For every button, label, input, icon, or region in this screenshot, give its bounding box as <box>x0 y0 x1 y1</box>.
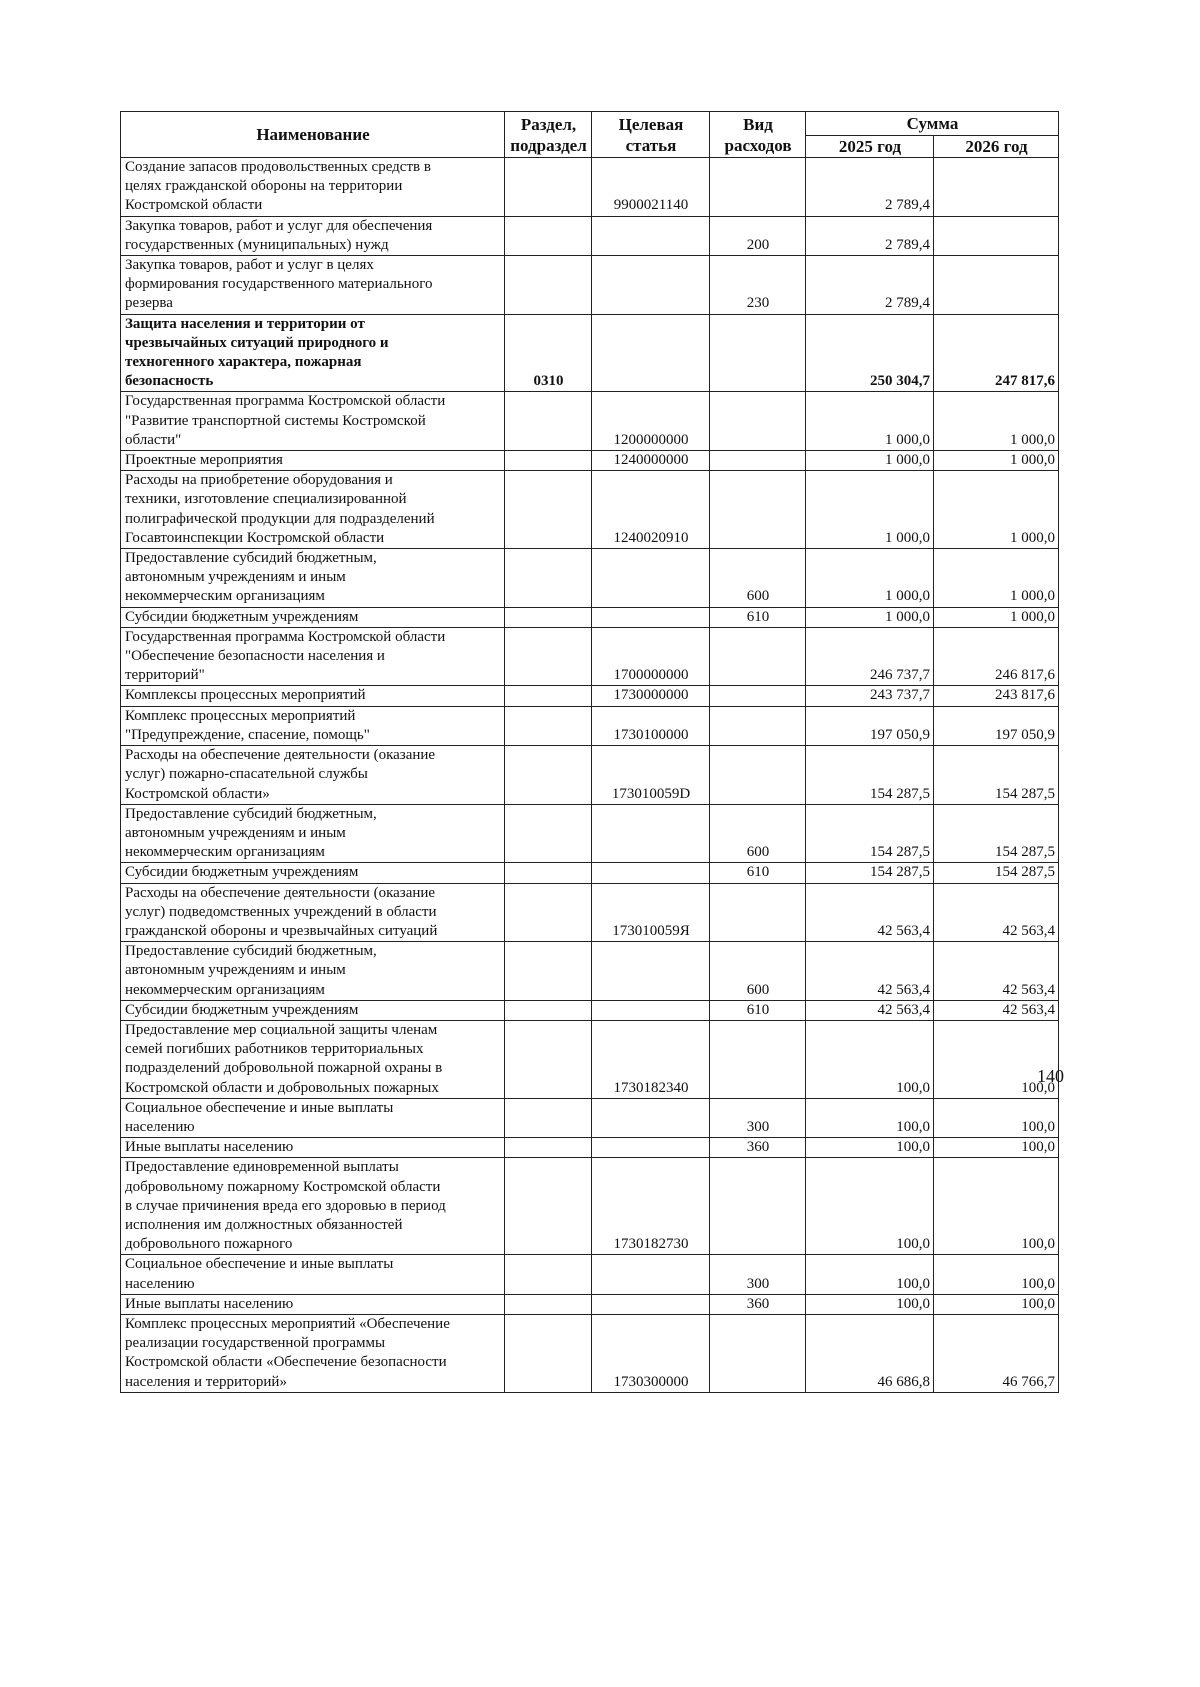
cell-section: 0310 <box>505 314 592 392</box>
header-sum: Сумма <box>806 112 1059 136</box>
cell-sum-2026: 42 563,4 <box>934 1000 1059 1020</box>
cell-name: Защита населения и территории от чрезвычайных ситуаций природного и техногенного характера, пожарная безопасность <box>121 314 505 392</box>
cell-sum-2026: 1 000,0 <box>934 607 1059 627</box>
cell-sum-2025: 197 050,9 <box>806 706 934 745</box>
cell-name: Субсидии бюджетным учреждениям <box>121 863 505 883</box>
cell-expense-type: 200 <box>710 216 806 255</box>
cell-section <box>505 706 592 745</box>
cell-target-article <box>592 216 710 255</box>
cell-target-article <box>592 256 710 315</box>
table-row <box>121 1138 1059 1158</box>
header-name: Наименование <box>121 112 505 158</box>
cell-name: Комплексы процессных мероприятий <box>121 686 505 706</box>
cell-name: Расходы на приобретение оборудования и техники, изготовление специализированной полиграфической продукции для подразделений Госавтоинспекции Костромской области <box>121 471 505 549</box>
cell-expense-type <box>710 883 806 942</box>
cell-sum-2026 <box>934 158 1059 217</box>
cell-sum-2026: 197 050,9 <box>934 706 1059 745</box>
cell-sum-2025: 1 000,0 <box>806 451 934 471</box>
cell-sum-2025: 100,0 <box>806 1294 934 1314</box>
cell-sum-2025: 2 789,4 <box>806 216 934 255</box>
cell-sum-2025: 2 789,4 <box>806 158 934 217</box>
cell-expense-type <box>710 746 806 805</box>
header-section: Раздел, подраздел <box>505 112 592 158</box>
cell-expense-type <box>710 686 806 706</box>
cell-name: Субсидии бюджетным учреждениям <box>121 1000 505 1020</box>
table-row <box>121 627 1059 686</box>
table-row <box>121 607 1059 627</box>
header-type: Вид расходов <box>710 112 806 158</box>
cell-name: Предоставление мер социальной защиты членам семей погибших работников территориальных подразделений добровольной пожарной охраны в Костромской области и добровольных пожарных <box>121 1020 505 1098</box>
table-row <box>121 1294 1059 1314</box>
cell-sum-2025: 246 737,7 <box>806 627 934 686</box>
cell-target-article: 9900021140 <box>592 158 710 217</box>
cell-sum-2026 <box>934 256 1059 315</box>
cell-sum-2026: 100,0 <box>934 1294 1059 1314</box>
table-row <box>121 1020 1059 1098</box>
cell-expense-type <box>710 627 806 686</box>
cell-sum-2025: 154 287,5 <box>806 863 934 883</box>
cell-sum-2026 <box>934 216 1059 255</box>
cell-section <box>505 746 592 805</box>
cell-name: Закупка товаров, работ и услуг в целях формирования государственного материального резерва <box>121 256 505 315</box>
cell-expense-type: 610 <box>710 607 806 627</box>
cell-expense-type: 610 <box>710 863 806 883</box>
cell-sum-2026: 42 563,4 <box>934 942 1059 1001</box>
cell-expense-type <box>710 706 806 745</box>
cell-sum-2026: 100,0 <box>934 1158 1059 1255</box>
table-row <box>121 1158 1059 1255</box>
table-row <box>121 256 1059 315</box>
cell-sum-2026: 42 563,4 <box>934 883 1059 942</box>
cell-name: Предоставление единовременной выплаты добровольному пожарному Костромской области в случае причинения вреда его здоровью в период исполнения им должностных обязанностей добровольного пожарного <box>121 1158 505 1255</box>
cell-sum-2025: 100,0 <box>806 1138 934 1158</box>
cell-section <box>505 942 592 1001</box>
header-year-2026: 2026 год <box>934 136 1059 158</box>
page-number: 140 <box>1037 1066 1064 1086</box>
cell-target-article <box>592 314 710 392</box>
cell-target-article: 1240020910 <box>592 471 710 549</box>
cell-sum-2025: 154 287,5 <box>806 804 934 863</box>
table-row <box>121 471 1059 549</box>
table-row <box>121 804 1059 863</box>
cell-target-article <box>592 942 710 1001</box>
table-row <box>121 216 1059 255</box>
cell-target-article <box>592 804 710 863</box>
table-row <box>121 706 1059 745</box>
cell-section <box>505 1294 592 1314</box>
cell-name: Расходы на обеспечение деятельности (оказание услуг) пожарно-спасательной службы Костромской области» <box>121 746 505 805</box>
cell-name: Проектные мероприятия <box>121 451 505 471</box>
cell-name: Государственная программа Костромской области "Развитие транспортной системы Костромской области" <box>121 392 505 451</box>
cell-section <box>505 804 592 863</box>
cell-sum-2026: 154 287,5 <box>934 863 1059 883</box>
cell-section <box>505 216 592 255</box>
cell-name: Субсидии бюджетным учреждениям <box>121 607 505 627</box>
cell-section <box>505 1000 592 1020</box>
cell-expense-type: 610 <box>710 1000 806 1020</box>
cell-sum-2025: 46 686,8 <box>806 1314 934 1392</box>
table-row <box>121 746 1059 805</box>
cell-target-article: 1730182340 <box>592 1020 710 1098</box>
cell-section <box>505 607 592 627</box>
cell-sum-2026: 247 817,6 <box>934 314 1059 392</box>
cell-name: Социальное обеспечение и иные выплаты населению <box>121 1255 505 1294</box>
cell-name: Комплекс процессных мероприятий «Обеспечение реализации государственной программы Костромской области «Обеспечение безопасности населения и территорий» <box>121 1314 505 1392</box>
cell-expense-type: 360 <box>710 1294 806 1314</box>
cell-section <box>505 256 592 315</box>
cell-target-article: 1730000000 <box>592 686 710 706</box>
cell-sum-2026: 100,0 <box>934 1098 1059 1137</box>
cell-sum-2025: 1 000,0 <box>806 607 934 627</box>
cell-target-article <box>592 549 710 608</box>
header-target: Целевая статья <box>592 112 710 158</box>
cell-target-article <box>592 1098 710 1137</box>
cell-section <box>505 549 592 608</box>
cell-name: Иные выплаты населению <box>121 1138 505 1158</box>
cell-section <box>505 1098 592 1137</box>
cell-target-article <box>592 607 710 627</box>
cell-target-article: 1730182730 <box>592 1158 710 1255</box>
table-row <box>121 314 1059 392</box>
cell-expense-type <box>710 1158 806 1255</box>
cell-section <box>505 627 592 686</box>
cell-name: Государственная программа Костромской области "Обеспечение безопасности населения и территорий" <box>121 627 505 686</box>
table-row <box>121 549 1059 608</box>
cell-sum-2026: 1 000,0 <box>934 471 1059 549</box>
cell-section <box>505 1020 592 1098</box>
cell-target-article: 1700000000 <box>592 627 710 686</box>
cell-target-article: 1730300000 <box>592 1314 710 1392</box>
table-row <box>121 1098 1059 1137</box>
cell-sum-2026: 46 766,7 <box>934 1314 1059 1392</box>
cell-sum-2025: 1 000,0 <box>806 471 934 549</box>
cell-name: Расходы на обеспечение деятельности (оказание услуг) подведомственных учреждений в области гражданской обороны и чрезвычайных ситуаций <box>121 883 505 942</box>
cell-expense-type <box>710 392 806 451</box>
cell-name: Социальное обеспечение и иные выплаты населению <box>121 1098 505 1137</box>
cell-expense-type <box>710 314 806 392</box>
cell-name: Предоставление субсидий бюджетным, автономным учреждениям и иным некоммерческим организациям <box>121 549 505 608</box>
table-row <box>121 158 1059 217</box>
cell-sum-2025: 243 737,7 <box>806 686 934 706</box>
cell-sum-2026: 1 000,0 <box>934 392 1059 451</box>
cell-section <box>505 863 592 883</box>
budget-table <box>120 111 1059 1393</box>
cell-sum-2026: 100,0 <box>934 1138 1059 1158</box>
cell-name: Комплекс процессных мероприятий "Предупреждение, спасение, помощь" <box>121 706 505 745</box>
cell-name: Иные выплаты населению <box>121 1294 505 1314</box>
cell-sum-2026: 154 287,5 <box>934 804 1059 863</box>
header-year-2025: 2025 год <box>806 136 934 158</box>
cell-sum-2025: 100,0 <box>806 1098 934 1137</box>
cell-sum-2025: 1 000,0 <box>806 392 934 451</box>
cell-sum-2025: 2 789,4 <box>806 256 934 315</box>
table-row <box>121 1000 1059 1020</box>
table-row <box>121 392 1059 451</box>
cell-section <box>505 883 592 942</box>
table-row <box>121 451 1059 471</box>
cell-name: Закупка товаров, работ и услуг для обеспечения государственных (муниципальных) нужд <box>121 216 505 255</box>
cell-expense-type <box>710 1020 806 1098</box>
cell-name: Предоставление субсидий бюджетным, автономным учреждениям и иным некоммерческим организациям <box>121 942 505 1001</box>
cell-sum-2026: 1 000,0 <box>934 451 1059 471</box>
cell-expense-type <box>710 451 806 471</box>
cell-section <box>505 1314 592 1392</box>
cell-section <box>505 686 592 706</box>
cell-sum-2026: 100,0 <box>934 1020 1059 1098</box>
cell-section <box>505 158 592 217</box>
table-row <box>121 1314 1059 1392</box>
cell-name: Создание запасов продовольственных средств в целях гражданской обороны на территории Костромской области <box>121 158 505 217</box>
cell-section <box>505 392 592 451</box>
cell-sum-2025: 250 304,7 <box>806 314 934 392</box>
cell-target-article <box>592 1255 710 1294</box>
cell-target-article: 1200000000 <box>592 392 710 451</box>
cell-sum-2025: 154 287,5 <box>806 746 934 805</box>
cell-expense-type: 600 <box>710 804 806 863</box>
cell-sum-2025: 42 563,4 <box>806 883 934 942</box>
cell-sum-2025: 100,0 <box>806 1020 934 1098</box>
cell-target-article <box>592 1138 710 1158</box>
cell-sum-2025: 42 563,4 <box>806 942 934 1001</box>
cell-section <box>505 471 592 549</box>
cell-expense-type: 600 <box>710 942 806 1001</box>
cell-target-article: 173010059D <box>592 746 710 805</box>
cell-expense-type: 230 <box>710 256 806 315</box>
cell-sum-2026: 100,0 <box>934 1255 1059 1294</box>
cell-target-article: 173010059Я <box>592 883 710 942</box>
table-row <box>121 883 1059 942</box>
cell-section <box>505 1158 592 1255</box>
cell-sum-2026: 243 817,6 <box>934 686 1059 706</box>
cell-sum-2025: 42 563,4 <box>806 1000 934 1020</box>
cell-target-article: 1730100000 <box>592 706 710 745</box>
cell-sum-2026: 246 817,6 <box>934 627 1059 686</box>
cell-sum-2025: 100,0 <box>806 1255 934 1294</box>
cell-expense-type: 300 <box>710 1098 806 1137</box>
cell-sum-2026: 154 287,5 <box>934 746 1059 805</box>
cell-expense-type: 360 <box>710 1138 806 1158</box>
table-row <box>121 863 1059 883</box>
cell-section <box>505 1138 592 1158</box>
table-row <box>121 686 1059 706</box>
cell-section <box>505 451 592 471</box>
table-row <box>121 942 1059 1001</box>
table-body <box>121 158 1059 1393</box>
cell-expense-type <box>710 158 806 217</box>
cell-section <box>505 1255 592 1294</box>
cell-target-article: 1240000000 <box>592 451 710 471</box>
cell-sum-2025: 100,0 <box>806 1158 934 1255</box>
cell-name: Предоставление субсидий бюджетным, автономным учреждениям и иным некоммерческим организациям <box>121 804 505 863</box>
cell-expense-type: 600 <box>710 549 806 608</box>
cell-sum-2025: 1 000,0 <box>806 549 934 608</box>
cell-target-article <box>592 1000 710 1020</box>
cell-expense-type <box>710 1314 806 1392</box>
cell-expense-type <box>710 471 806 549</box>
cell-sum-2026: 1 000,0 <box>934 549 1059 608</box>
cell-target-article <box>592 863 710 883</box>
cell-expense-type: 300 <box>710 1255 806 1294</box>
cell-target-article <box>592 1294 710 1314</box>
table-row <box>121 1255 1059 1294</box>
